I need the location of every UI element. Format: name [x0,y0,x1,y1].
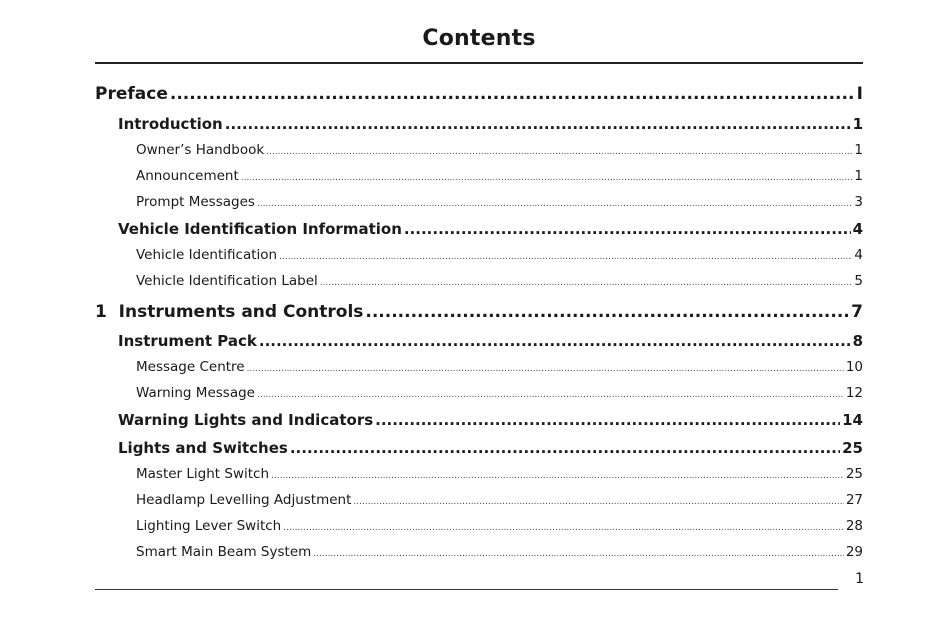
footer-rule [95,589,838,590]
toc-entry-warning-message[interactable] [136,385,863,401]
toc-entry-preface[interactable] [95,84,863,104]
toc-entry-label: Lights and Switches [118,439,288,457]
toc-entry-vehicle-identification-label[interactable] [136,273,863,289]
toc-entry-prompt-messages[interactable] [136,194,863,210]
toc-entry-label: Instrument Pack [118,332,257,350]
toc-entry-instruments-and-controls[interactable] [95,302,863,322]
toc-entry-page: 1 [854,168,863,184]
dot-leader [170,84,855,104]
toc-entry-page: 7 [851,302,863,322]
toc-entry-label: Warning Message [136,385,255,401]
toc-entry-page: 4 [854,247,863,263]
toc-entry-warning-lights-and-indicators[interactable] [118,411,863,429]
dot-leader [365,302,849,322]
toc-entry-label: Headlamp Levelling Adjustment [136,492,352,508]
toc-entry-page: 25 [845,466,863,482]
page-number: 1 [855,571,864,587]
dot-leader [271,471,844,481]
toc-entry-page: 25 [842,439,863,457]
toc-entry-owners-handbook[interactable] [136,142,863,158]
toc-entry-message-centre[interactable] [136,359,863,375]
dot-leader [247,364,844,374]
toc-entry-page: 1 [852,115,863,133]
dot-leader [320,278,853,288]
toc-entry-page: 14 [842,411,863,429]
dot-leader [279,252,852,262]
dot-leader [283,523,844,533]
dot-leader [259,332,851,350]
toc-entry-introduction[interactable] [118,115,863,133]
toc-entry-headlamp-levelling-adjustment[interactable] [136,492,863,508]
toc-entry-label: Preface [95,84,168,104]
toc-entry-lighting-lever-switch[interactable] [136,518,863,534]
toc-entry-label: Smart Main Beam System [136,544,312,560]
toc-entry-page: 3 [854,194,863,210]
toc-entry-page: 10 [845,359,863,375]
dot-leader [225,115,851,133]
toc-entry-label: Lighting Lever Switch [136,518,282,534]
page-title: Contents [422,26,536,51]
toc-entry-label: Vehicle Identification Information [118,220,402,238]
toc-entry-label: Owner’s Handbook [136,142,265,158]
toc-entry-label: Master Light Switch [136,466,270,482]
toc-entry-vehicle-identification-information[interactable] [118,220,863,238]
toc-entry-page: I [856,84,863,104]
toc-entry-smart-main-beam-system[interactable] [136,544,863,560]
toc-entry-label: Announcement [136,168,239,184]
toc-entry-label: Prompt Messages [136,194,255,210]
dot-leader [375,411,840,429]
toc-entry-page: 27 [845,492,863,508]
dot-leader [313,549,844,559]
toc-entry-vehicle-identification[interactable] [136,247,863,263]
toc-entry-label: Message Centre [136,359,245,375]
toc-entry-label: Vehicle Identification [136,247,278,263]
toc-entry-lights-and-switches[interactable] [118,439,863,457]
dot-leader [290,439,840,457]
toc-entry-page: 8 [852,332,863,350]
toc-entry-page: 4 [852,220,863,238]
toc-entry-label: Introduction [118,115,223,133]
dot-leader [404,220,851,238]
toc-entry-page: 29 [845,544,863,560]
dot-leader [257,390,844,400]
dot-leader [266,147,852,157]
toc-entry-page: 5 [854,273,863,289]
dot-leader [353,497,843,507]
toc-entry-label: 1 Instruments and Controls [95,302,364,322]
dot-leader [257,199,852,209]
toc-entry-page: 28 [845,518,863,534]
toc-entry-announcement[interactable] [136,168,863,184]
toc-entry-label: Warning Lights and Indicators [118,411,374,429]
toc-entry-instrument-pack[interactable] [118,332,863,350]
toc-entry-label: Vehicle Identification Label [136,273,318,289]
toc-entry-master-light-switch[interactable] [136,466,863,482]
toc-entry-page: 12 [845,385,863,401]
toc-entry-page: 1 [854,142,863,158]
dot-leader [241,173,853,183]
